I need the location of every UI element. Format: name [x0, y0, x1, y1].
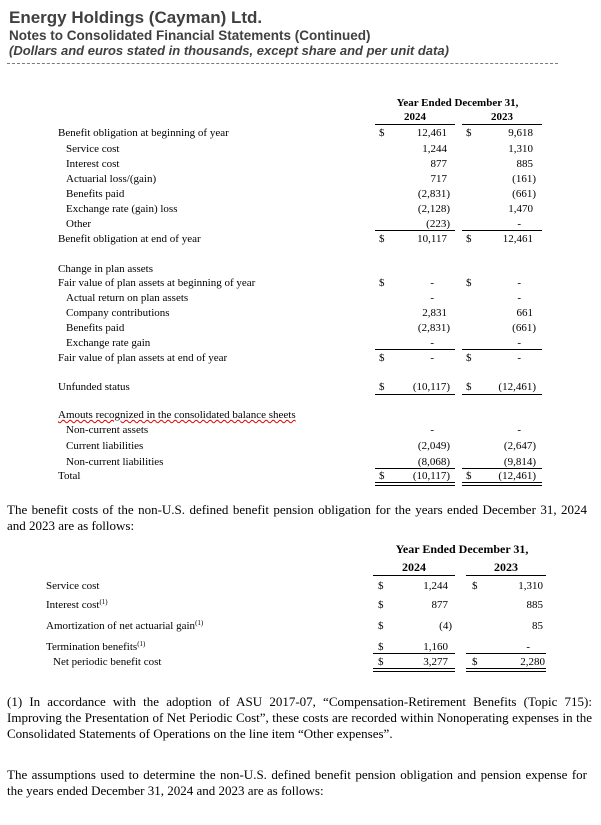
value-2024: (2,049): [417, 440, 450, 452]
subtotal-underline: [462, 349, 542, 350]
currency-2023: $: [466, 381, 472, 393]
currency-2024: $: [378, 620, 384, 632]
benefit-costs-intro: The benefit costs of the non-U.S. defined benefit pension obligation for the years ended December 31, 2024 and 2023 are as follows:: [7, 502, 587, 533]
currency-2023: $: [466, 352, 472, 364]
header-divider: [7, 63, 558, 64]
row-label: Exchange rate gain: [66, 337, 151, 349]
row-label: Current liabilities: [66, 440, 144, 452]
value-2024: (4): [439, 620, 452, 632]
value-2023: (161): [512, 173, 536, 185]
value-2024: -: [430, 292, 434, 304]
unfunded-underline: [462, 394, 542, 395]
value-2023: -: [517, 218, 521, 230]
row-label: Benefits paid: [66, 188, 125, 200]
currency-2024: $: [378, 580, 384, 592]
row-label: Exchange rate (gain) loss: [66, 203, 178, 215]
value-2023: (661): [512, 322, 536, 334]
currency-2023: $: [472, 580, 478, 592]
currency-2024: $: [378, 599, 384, 611]
value-2024: 877: [431, 599, 448, 611]
value-2023: 85: [532, 620, 543, 632]
row-label: Service cost: [46, 580, 100, 592]
value-2024: (2,128): [417, 203, 450, 215]
row-label: Service cost: [66, 143, 120, 155]
currency-2023: $: [466, 277, 472, 289]
year-2024-heading: 2024: [402, 560, 426, 574]
subtotal-underline: [375, 349, 455, 350]
year-2023-heading: 2023: [494, 560, 518, 574]
subtotal-underline: [375, 230, 455, 231]
row-label: Termination benefits$^{(1)}$: [46, 640, 146, 653]
value-2024: -: [430, 337, 434, 349]
units-note: (Dollars and euros stated in thousands, except share and per unit data): [9, 43, 449, 58]
row-label: Benefit obligation at beginning of year: [58, 127, 229, 139]
value-2023: 885: [526, 599, 543, 611]
currency-2024: $: [378, 656, 384, 668]
row-label: Interest cost$^{(1)}$: [46, 598, 108, 611]
value-2023: (9,814): [503, 456, 536, 468]
value-2023: 1,470: [508, 203, 533, 215]
value-2024: 3,277: [423, 656, 448, 668]
assumptions-intro: The assumptions used to determine the non-U.S. defined benefit pension obligation and pension expense for the years ended December 31, 2024 and 2023 are as follows:: [7, 767, 587, 798]
value-2023: -: [517, 424, 521, 436]
value-2024: (2,831): [417, 188, 450, 200]
value-2024: 1,244: [422, 143, 447, 155]
value-2023: (2,647): [503, 440, 536, 452]
currency-2023: $: [466, 127, 472, 139]
currency-2023: $: [466, 470, 472, 482]
year-2023-heading: 2023: [491, 111, 513, 123]
value-2024: 12,461: [416, 127, 447, 139]
value-2023: (661): [512, 188, 536, 200]
row-label: Actual return on plan assets: [66, 292, 189, 304]
total-double-underline: [373, 668, 455, 672]
company-name: Energy Holdings (Cayman) Ltd.: [9, 8, 263, 27]
currency-2024: $: [379, 277, 385, 289]
value-2023: -: [517, 352, 521, 364]
value-2023: 661: [516, 307, 533, 319]
value-2023: -: [517, 277, 521, 289]
subtotal-underline: [466, 653, 546, 654]
currency-2024: $: [379, 352, 385, 364]
total-double-underline: [466, 668, 546, 672]
row-label: Unfunded status: [58, 381, 130, 393]
heading-underline: [375, 124, 455, 125]
heading-underline: [466, 575, 546, 576]
row-label: Fair value of plan assets at end of year: [58, 352, 228, 364]
value-2023: -: [526, 641, 530, 653]
value-2024: (10,117): [412, 381, 450, 393]
value-2023: -: [517, 337, 521, 349]
value-2023: 1,310: [518, 580, 543, 592]
value-2024: (223): [426, 218, 450, 230]
currency-2024: $: [378, 641, 384, 653]
value-2024: (8,068): [417, 456, 450, 468]
row-label: Change in plan assets: [58, 263, 154, 275]
subtotal-underline: [375, 468, 455, 469]
value-2024: 1,244: [423, 580, 448, 592]
row-label: Net periodic benefit cost: [53, 656, 162, 668]
total-double-underline: [375, 482, 455, 486]
year-2024-heading: 2024: [404, 111, 426, 123]
heading-underline: [373, 575, 455, 576]
row-label: Benefit obligation at end of year: [58, 233, 201, 245]
total-double-underline: [462, 482, 542, 486]
value-2023: 12,461: [502, 233, 533, 245]
row-label: Actuarial loss/(gain): [66, 173, 157, 185]
currency-2024: $: [379, 233, 385, 245]
row-label: Amortization of net actuarial gain$^{(1)}$: [46, 619, 204, 632]
value-2024: -: [430, 424, 434, 436]
balance-sheet-heading: Amouts recognized in the consolidated balance sheets: [58, 409, 296, 421]
value-2023: (12,461): [498, 470, 536, 482]
currency-2024: $: [379, 127, 385, 139]
value-2024: (2,831): [417, 322, 450, 334]
value-2023: 1,310: [508, 143, 533, 155]
value-2024: -: [430, 277, 434, 289]
period-heading: Year Ended December 31,: [395, 542, 529, 556]
value-2024: 717: [430, 173, 447, 185]
value-2023: 9,618: [508, 127, 533, 139]
value-2023: (12,461): [498, 381, 536, 393]
period-heading: Year Ended December 31,: [396, 97, 519, 109]
currency-2024: $: [379, 381, 385, 393]
value-2024: 1,160: [423, 641, 448, 653]
value-2024: -: [430, 352, 434, 364]
row-label: Company contributions: [66, 307, 170, 319]
subtotal-underline: [462, 230, 542, 231]
row-label: Non-current assets: [66, 424, 149, 436]
value-2024: 2,831: [422, 307, 447, 319]
section-title: Notes to Consolidated Financial Statements (Continued): [9, 28, 371, 43]
value-2024: 10,117: [417, 233, 447, 245]
row-label: Non-current liabilities: [66, 456, 164, 468]
row-label: Benefits paid: [66, 322, 125, 334]
row-label: Total: [58, 470, 81, 482]
subtotal-underline: [462, 468, 542, 469]
currency-2023: $: [472, 656, 478, 668]
subtotal-underline: [373, 653, 455, 654]
heading-underline: [462, 124, 542, 125]
unfunded-underline: [375, 394, 455, 395]
row-label: Fair value of plan assets at beginning of year: [58, 277, 256, 289]
value-2024: (10,117): [412, 470, 450, 482]
value-2023: 2,280: [520, 656, 545, 668]
row-label: Interest cost: [66, 158, 120, 170]
currency-2024: $: [379, 470, 385, 482]
currency-2023: $: [466, 233, 472, 245]
value-2023: 885: [516, 158, 533, 170]
row-label: Other: [66, 218, 92, 230]
value-2023: -: [517, 292, 521, 304]
footnote-asu-2017-07: (1) In accordance with the adoption of ASU 2017-07, “Compensation-Retirement Benefits (Topic 715): Improving the Presentation of Net Periodic Cost”, these costs are recorded within Nonoperating expenses in the Consolidated Statements of Operations on the line item “Other expenses”.: [7, 694, 592, 741]
value-2024: 877: [430, 158, 447, 170]
